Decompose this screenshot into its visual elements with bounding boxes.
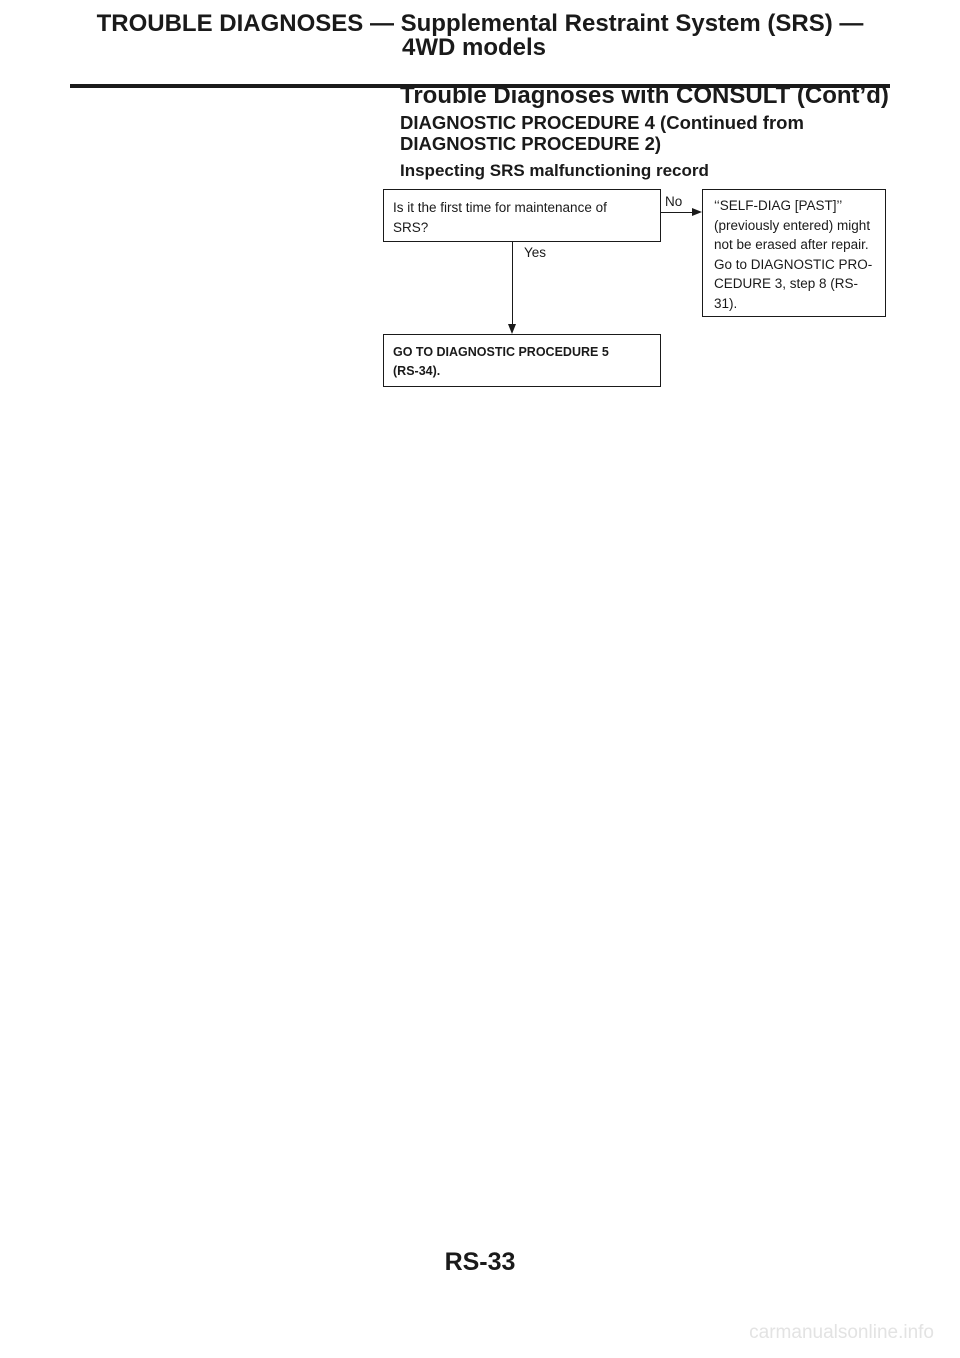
no-result-box	[702, 189, 886, 317]
yes-result-line1: GO TO DIAGNOSTIC PROCEDURE 5	[393, 345, 609, 359]
no-result-line5: CEDURE 3, step 8 (RS-	[714, 276, 859, 292]
header-title-line1: TROUBLE DIAGNOSES — Supplemental Restraint System (SRS) —	[96, 10, 864, 37]
no-connector-line	[661, 212, 693, 213]
question-line1: Is it the first time for maintenance of	[393, 200, 607, 215]
arrow-down-icon	[508, 324, 516, 334]
no-label: No	[665, 194, 683, 209]
no-result-line2: (previously entered) might	[714, 217, 871, 233]
no-result-line3: not be erased after repair.	[714, 237, 869, 253]
yes-result-box	[383, 334, 661, 387]
yes-connector-line	[512, 242, 513, 326]
arrow-right-icon	[692, 208, 702, 216]
no-result-line4: Go to DIAGNOSTIC PRO-	[714, 256, 873, 272]
question-box	[383, 189, 661, 242]
header-title-line2: 4WD models	[401, 34, 547, 61]
question-line2: SRS?	[393, 220, 429, 235]
procedure-title-line1: DIAGNOSTIC PROCEDURE 4 (Continued from	[400, 112, 804, 133]
procedure-title-line2: DIAGNOSTIC PROCEDURE 2)	[400, 133, 662, 154]
section-title: Trouble Diagnoses with CONSULT (Cont’d)	[400, 82, 889, 109]
yes-result-line2: (RS-34).	[393, 364, 441, 378]
watermark-text: carmanualsonline.info	[749, 1322, 934, 1343]
no-result-line1: ‘‘SELF-DIAG [PAST]’’	[714, 198, 843, 213]
page-number: RS-33	[444, 1248, 516, 1276]
no-result-line6: 31).	[714, 295, 738, 311]
yes-label: Yes	[524, 245, 547, 260]
procedure-title	[400, 112, 804, 154]
procedure-subtitle: Inspecting SRS malfunctioning record	[400, 161, 709, 180]
